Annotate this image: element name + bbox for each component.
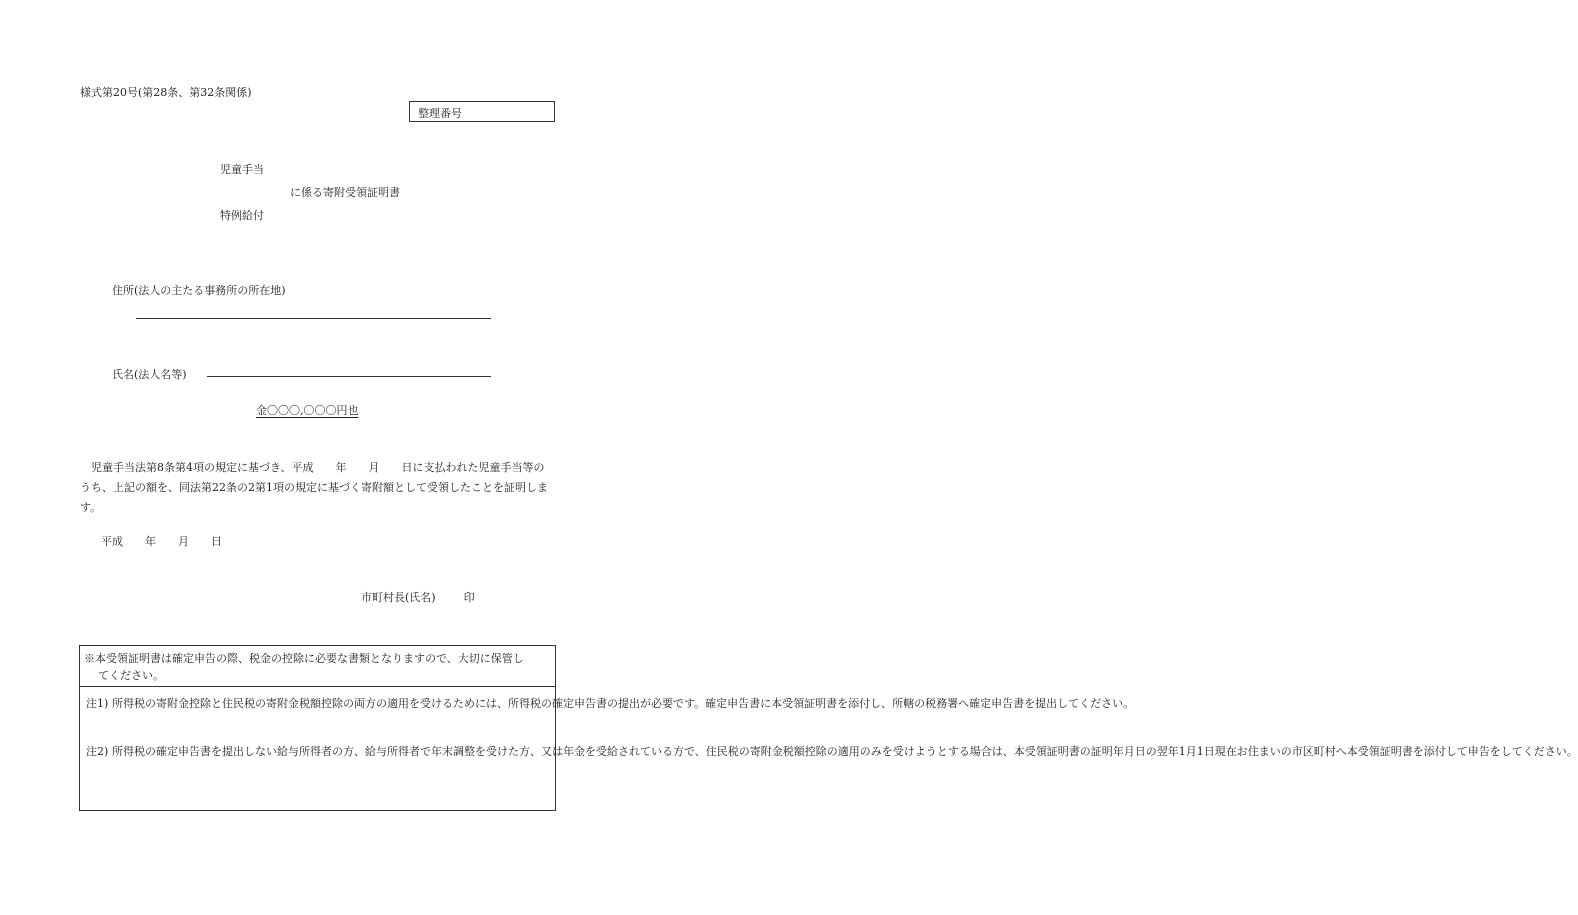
note-1-label: 注1) (86, 697, 109, 710)
note-1-text: 所得税の寄附金控除と住民税の寄附金税額控除の両方の適用を受けるためには、所得税の確定申告書の提出が必要です。確定申告書に本受領証明書を添付し、所轄の税務署へ確定申告書を提出してください。 (112, 697, 1135, 710)
note-2 (86, 744, 1578, 760)
serial-number-label: 整理番号 (418, 107, 462, 120)
issue-date: 平成 年 月 日 (101, 535, 222, 548)
mayor-label: 市町村長(氏名) (361, 591, 436, 604)
address-label: 住所(法人の主たる事務所の所在地) (112, 284, 286, 297)
note-2-label: 注2) (86, 745, 109, 758)
name-label: 氏名(法人名等) (112, 368, 187, 381)
form-number: 様式第20号(第28条、第32条関係) (80, 86, 252, 99)
note-2-text: 所得税の確定申告書を提出しない給与所得者の方、給与所得者で年末調整を受けた方、又は年金を受給されている方で、住民税の寄附金税額控除の適用のみを受けようとする場合は、本受領証明書の証明年月日の翌年1月1日現在お住まいの市区町村へ本受領証明書を添付して申告をしてください。 (112, 745, 1578, 758)
mayor-signature-line (361, 589, 475, 605)
name-field-line[interactable] (207, 376, 491, 377)
serial-number-box[interactable] (409, 101, 555, 122)
title-line-3: 特例給付 (220, 209, 264, 222)
address-field-line[interactable] (136, 318, 491, 319)
seal-mark: 印 (463, 591, 475, 604)
certification-text: 児童手当法第8条第4項の規定に基づき、平成 年 月 日に支払われた児童手当等のうち、上記の額を、同法第22条の2第1項の規定に基づく寄附額として受領したことを証明します。 (80, 461, 548, 514)
amount-text: 金〇〇〇,〇〇〇円也 (256, 404, 359, 417)
title-line-2: に係る寄附受領証明書 (290, 186, 400, 199)
notice-main-line-1: ※本受領証明書は確定申告の際、税金の控除に必要な書類となりますので、大切に保管し (84, 652, 524, 665)
title-line-1: 児童手当 (220, 163, 264, 176)
notice-divider (80, 686, 555, 687)
note-1 (86, 696, 1135, 712)
notice-box (79, 645, 1578, 811)
notice-main-line-2: てください。 (98, 669, 164, 682)
notice-main (84, 650, 550, 684)
certification-body (80, 458, 555, 518)
